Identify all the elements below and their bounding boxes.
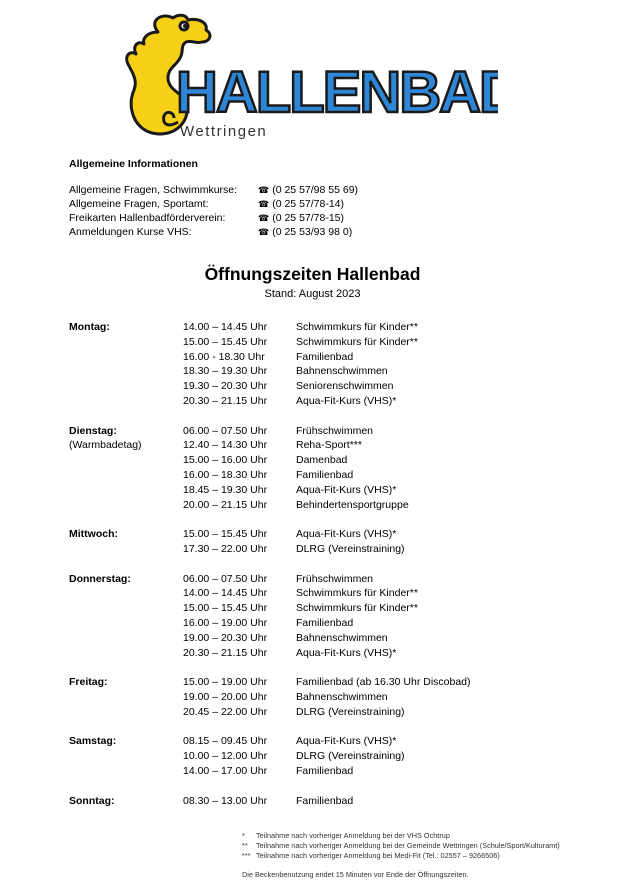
activity: Aqua-Fit-Kurs (VHS)*	[296, 528, 397, 541]
time-column	[183, 527, 296, 557]
time-slot: 18.45 – 19.30 Uhr	[183, 483, 268, 496]
time-slot: 06.00 – 07.50 Uhr	[183, 572, 268, 585]
activity-column	[296, 527, 471, 557]
activity: Damenbad	[296, 454, 348, 467]
phone-number: (0 25 57/78-15)	[272, 212, 345, 224]
time-column	[183, 794, 296, 809]
activity: Bahnenschwimmen	[296, 690, 388, 703]
footnote-text: Teilnahme nach vorheriger Anmeldung bei der Gemeinde Wettringen (Schule/Sport/Kulturamt)	[256, 841, 560, 850]
activity: DLRG (Vereinstraining)	[296, 542, 405, 555]
activity-column	[296, 424, 471, 513]
footnote	[242, 831, 560, 841]
time-slot: 16.00 – 19.00 Uhr	[183, 616, 268, 629]
activity: DLRG (Vereinstraining)	[296, 750, 405, 763]
time-slot: 14.00 – 14.45 Uhr	[183, 587, 268, 600]
activity: Familienbad	[296, 350, 354, 363]
time-slot: 19.00 – 20.00 Uhr	[183, 690, 268, 703]
time-column	[183, 424, 296, 513]
activity: Familienbad	[296, 764, 354, 777]
time-slot: 17.30 – 22.00 Uhr	[183, 542, 268, 555]
activity: Frühschwimmen	[296, 424, 374, 437]
time-slot: 16.00 – 18.30 Uhr	[183, 468, 268, 481]
day-label-column	[69, 572, 183, 661]
footnotes	[242, 831, 560, 861]
info-label: Freikarten Hallenbadförderverein:	[69, 212, 226, 224]
day-block	[69, 675, 471, 719]
footnote-text: Teilnahme nach vorheriger Anmeldung bei Medi-Fit (Tel.: 02557 – 9266506)	[256, 851, 500, 860]
time-column	[183, 675, 296, 719]
phone-icon: ☎	[258, 213, 270, 223]
closing-note: Die Beckenbenutzung endet 15 Minuten vor Ende der Öffnungszeiten.	[242, 870, 469, 879]
time-slot: 08.15 – 09.45 Uhr	[183, 735, 268, 748]
activity: Reha-Sport***	[296, 439, 362, 452]
info-row	[69, 225, 358, 239]
time-slot: 19.30 – 20.30 Uhr	[183, 380, 268, 393]
day-label-column	[69, 794, 183, 809]
activity: Schwimmkurs für Kinder**	[296, 587, 418, 600]
footnote-mark: **	[242, 841, 248, 850]
activity-column	[296, 734, 471, 778]
footnote	[242, 851, 560, 861]
phone-number: (0 25 57/98 55 69)	[272, 184, 359, 196]
day-label-column	[69, 675, 183, 719]
footnote-text: Teilnahme nach vorheriger Anmeldung bei der VHS Ochtrup	[256, 831, 450, 840]
activity: Schwimmkurs für Kinder**	[296, 335, 418, 348]
activity: Bahnenschwimmen	[296, 631, 388, 644]
info-label: Allgemeine Fragen, Schwimmkurse:	[69, 184, 238, 196]
info-row	[69, 197, 358, 211]
time-slot: 19.00 – 20.30 Uhr	[183, 631, 268, 644]
info-row	[69, 183, 358, 197]
activity: Schwimmkurs für Kinder**	[296, 321, 418, 333]
day-name: Freitag:	[69, 676, 108, 689]
activity: Familienbad	[296, 794, 354, 807]
time-slot: 15.00 – 15.45 Uhr	[183, 602, 268, 615]
time-slot: 14.00 – 17.00 Uhr	[183, 764, 268, 777]
time-slot: 15.00 – 16.00 Uhr	[183, 454, 268, 467]
day-name: Montag:	[69, 321, 110, 333]
time-slot: 08.30 – 13.00 Uhr	[183, 794, 268, 807]
activity-column	[296, 794, 471, 809]
day-block	[69, 794, 471, 809]
time-column	[183, 320, 296, 409]
footnote-mark: ***	[242, 851, 251, 860]
day-block	[69, 572, 471, 661]
day-block	[69, 734, 471, 778]
day-label-column	[69, 320, 183, 409]
time-slot: 20.30 – 21.15 Uhr	[183, 394, 268, 407]
day-block	[69, 320, 471, 409]
activity: Familienbad (ab 16.30 Uhr Discobad)	[296, 676, 471, 689]
footnote	[242, 841, 560, 851]
day-name: Sonntag:	[69, 794, 115, 807]
day-block	[69, 424, 471, 513]
opening-hours-schedule	[69, 320, 471, 808]
time-slot: 15.00 – 19.00 Uhr	[183, 676, 268, 689]
activity: Aqua-Fit-Kurs (VHS)*	[296, 646, 397, 659]
activity: Familienbad	[296, 468, 354, 481]
time-slot: 20.00 – 21.15 Uhr	[183, 498, 268, 511]
time-slot: 16.00 - 18.30 Uhr	[183, 350, 265, 363]
activity: Seniorenschwimmen	[296, 380, 394, 393]
page-title: Öffnungszeiten Hallenbad	[204, 264, 421, 284]
time-column	[183, 734, 296, 778]
day-name: Mittwoch:	[69, 528, 118, 541]
footnote-mark: *	[242, 831, 245, 840]
time-slot: 20.45 – 22.00 Uhr	[183, 705, 268, 718]
activity: Behindertensportgruppe	[296, 498, 409, 511]
day-name: Donnerstag:	[69, 572, 131, 585]
activity: Schwimmkurs für Kinder**	[296, 602, 418, 615]
day-block	[69, 527, 471, 557]
info-label: Allgemeine Fragen, Sportamt:	[69, 198, 209, 210]
activity: Aqua-Fit-Kurs (VHS)*	[296, 394, 397, 407]
activity: DLRG (Vereinstraining)	[296, 705, 405, 718]
seahorse-logo-graphic	[118, 12, 498, 142]
info-row	[69, 211, 358, 225]
day-label-column	[69, 734, 183, 778]
activity: Aqua-Fit-Kurs (VHS)*	[296, 735, 397, 748]
activity: Aqua-Fit-Kurs (VHS)*	[296, 483, 397, 496]
day-name: Dienstag:	[69, 424, 117, 437]
time-slot: 14.00 – 14.45 Uhr	[183, 321, 268, 333]
info-list	[69, 183, 358, 239]
phone-icon: ☎	[258, 185, 270, 195]
activity-column	[296, 320, 471, 409]
page-subtitle: Stand: August 2023	[264, 288, 361, 300]
time-slot: 12.40 – 14.30 Uhr	[183, 439, 268, 452]
logo-word: HALLENBAD	[176, 60, 498, 125]
phone-icon: ☎	[258, 227, 270, 237]
activity-column	[296, 675, 471, 719]
logo-subtitle: Wettringen	[180, 123, 268, 140]
activity: Familienbad	[296, 616, 354, 629]
phone-number: (0 25 53/93 98 0)	[272, 226, 353, 238]
time-slot: 15.00 – 15.45 Uhr	[183, 528, 268, 541]
day-label-column	[69, 527, 183, 557]
time-slot: 06.00 – 07.50 Uhr	[183, 424, 268, 437]
time-slot: 15.00 – 15.45 Uhr	[183, 335, 268, 348]
time-slot: 18.30 – 19.30 Uhr	[183, 365, 268, 378]
info-heading: Allgemeine Informationen	[69, 158, 198, 170]
day-name: Samstag:	[69, 735, 117, 748]
phone-number: (0 25 57/78-14)	[272, 198, 345, 210]
time-column	[183, 572, 296, 661]
time-slot: 20.30 – 21.15 Uhr	[183, 646, 268, 659]
activity: Bahnenschwimmen	[296, 365, 388, 378]
day-label-column	[69, 424, 183, 513]
activity-column	[296, 572, 471, 661]
activity: Frühschwimmen	[296, 572, 374, 585]
phone-icon: ☎	[258, 199, 270, 209]
info-label: Anmeldungen Kurse VHS:	[69, 226, 192, 238]
day-note: (Warmbadetag)	[69, 439, 142, 452]
hallenbad-logo	[118, 12, 498, 142]
time-slot: 10.00 – 12.00 Uhr	[183, 750, 268, 763]
